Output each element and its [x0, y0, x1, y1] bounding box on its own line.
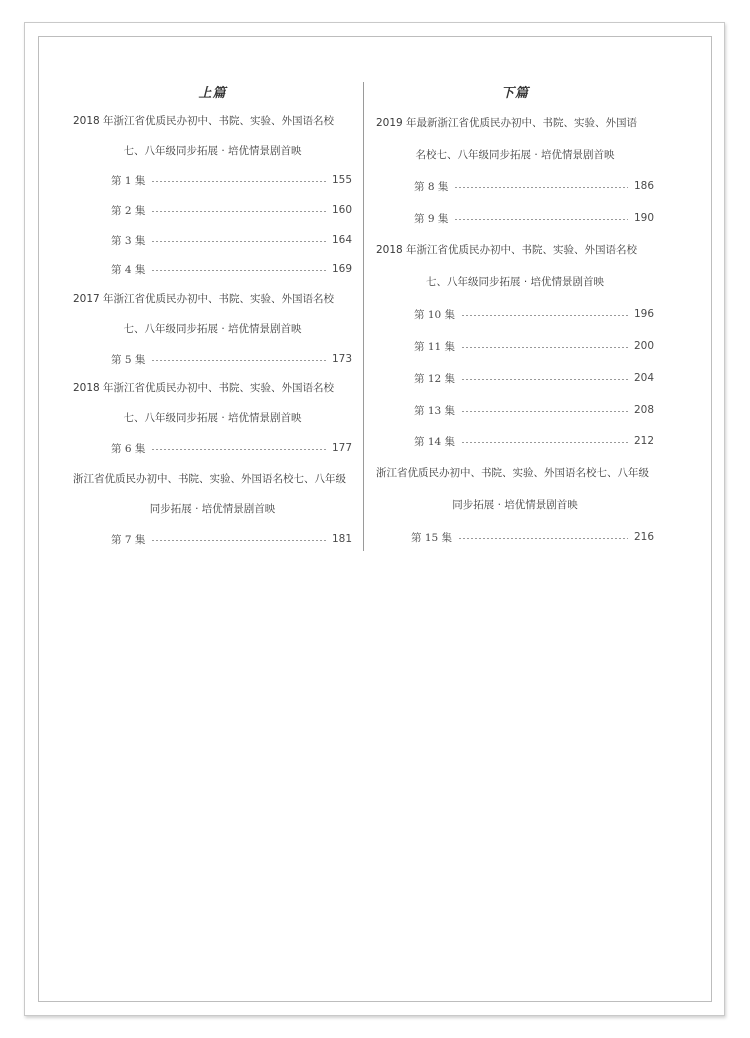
section-subtitle-line: 同步拓展 · 培优情景剧首映 [149, 503, 276, 515]
entry-page: 181 [331, 533, 352, 545]
entry-page: 164 [331, 234, 352, 246]
toc-entry[interactable] [111, 173, 352, 187]
entry-page: 190 [633, 212, 654, 224]
heading-upper-part: 上篇 [198, 86, 227, 101]
toc-entry[interactable] [414, 307, 654, 321]
dot-leader [151, 540, 326, 541]
entry-label: 第 12 集 [414, 372, 456, 385]
entry-page: 177 [331, 442, 352, 454]
section-title-line: 2017 年浙江省优质民办初中、书院、实验、外国语名校 [73, 293, 335, 305]
entry-label: 第 15 集 [411, 531, 453, 544]
dot-leader [151, 211, 326, 212]
entry-label: 第 1 集 [111, 174, 146, 187]
entry-label: 第 3 集 [111, 234, 146, 247]
entry-page: 169 [331, 263, 352, 275]
entry-page: 204 [633, 372, 654, 384]
toc-entry[interactable] [111, 233, 352, 247]
section-subtitle-line: 七、八年级同步拓展 · 培优情景剧首映 [123, 323, 302, 335]
dot-leader [461, 442, 628, 443]
toc-entry[interactable] [411, 530, 654, 544]
dot-leader [151, 241, 326, 242]
section-title-line: 2018 年浙江省优质民办初中、书院、实验、外国语名校 [73, 115, 335, 127]
section-subtitle-line: 七、八年级同步拓展 · 培优情景剧首映 [123, 412, 302, 424]
dot-leader [151, 449, 326, 450]
dot-leader [454, 187, 628, 188]
entry-label: 第 14 集 [414, 435, 456, 448]
entry-page: 173 [331, 353, 352, 365]
entry-label: 第 7 集 [111, 533, 146, 546]
dot-leader [461, 379, 628, 380]
entry-label: 第 11 集 [414, 340, 456, 353]
section-title-line: 浙江省优质民办初中、书院、实验、外国语名校七、八年级 [376, 467, 649, 479]
section-title-line: 2019 年最新浙江省优质民办初中、书院、实验、外国语 [376, 117, 638, 129]
toc-entry[interactable] [414, 211, 654, 225]
toc-entry[interactable] [414, 339, 654, 353]
entry-label: 第 10 集 [414, 308, 456, 321]
dot-leader [461, 411, 628, 412]
entry-page: 155 [331, 174, 352, 186]
toc-entry[interactable] [111, 441, 352, 455]
entry-page: 208 [633, 404, 654, 416]
entry-page: 212 [633, 435, 654, 447]
entry-page: 186 [633, 180, 654, 192]
section-subtitle-line: 名校七、八年级同步拓展 · 培优情景剧首映 [415, 149, 615, 161]
entry-label: 第 13 集 [414, 404, 456, 417]
toc-entry[interactable] [111, 262, 352, 276]
entry-label: 第 6 集 [111, 442, 146, 455]
section-subtitle-line: 七、八年级同步拓展 · 培优情景剧首映 [123, 145, 302, 157]
entry-page: 196 [633, 308, 654, 320]
entry-page: 200 [633, 340, 654, 352]
section-title-line: 2018 年浙江省优质民办初中、书院、实验、外国语名校 [376, 244, 638, 256]
column-divider [363, 82, 364, 551]
dot-leader [151, 270, 326, 271]
section-title-line: 浙江省优质民办初中、书院、实验、外国语名校七、八年级 [73, 473, 346, 485]
dot-leader [458, 538, 628, 539]
toc-entry[interactable] [414, 403, 654, 417]
dot-leader [151, 181, 326, 182]
entry-page: 216 [633, 531, 654, 543]
toc-entry[interactable] [414, 434, 654, 448]
toc-entry[interactable] [111, 203, 352, 217]
toc-entry[interactable] [414, 179, 654, 193]
section-subtitle-line: 七、八年级同步拓展 · 培优情景剧首映 [425, 276, 604, 288]
entry-label: 第 8 集 [414, 180, 449, 193]
entry-label: 第 5 集 [111, 353, 146, 366]
dot-leader [461, 315, 628, 316]
toc-entry[interactable] [111, 532, 352, 546]
entry-page: 160 [331, 204, 352, 216]
section-title-line: 2018 年浙江省优质民办初中、书院、实验、外国语名校 [73, 382, 335, 394]
heading-lower-part: 下篇 [500, 86, 529, 101]
toc-entry[interactable] [414, 371, 654, 385]
dot-leader [151, 360, 326, 361]
entry-label: 第 9 集 [414, 212, 449, 225]
section-subtitle-line: 同步拓展 · 培优情景剧首映 [452, 499, 578, 511]
entry-label: 第 2 集 [111, 204, 146, 217]
entry-label: 第 4 集 [111, 263, 146, 276]
toc-entry[interactable] [111, 352, 352, 366]
dot-leader [461, 347, 628, 348]
dot-leader [454, 219, 628, 220]
